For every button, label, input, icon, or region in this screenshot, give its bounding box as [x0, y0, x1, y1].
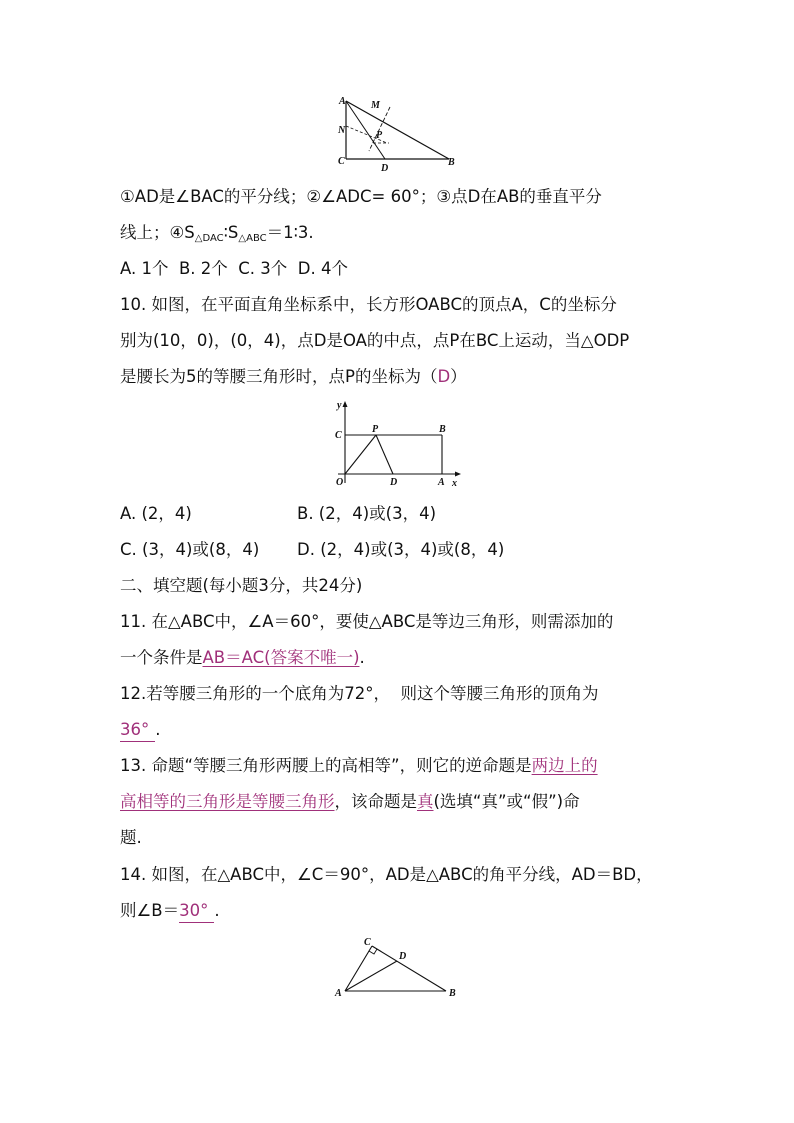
q13-line1: 13. 命题“等腰三角形两腰上的高相等”，则它的逆命题是两边上的	[120, 756, 598, 775]
label-N: N	[338, 125, 346, 136]
q10-answer: D	[437, 367, 451, 386]
label-D: D	[381, 163, 389, 174]
figure-q10	[330, 398, 465, 490]
q10-line1: 10. 如图，在平面直角坐标系中，长方形OABC的顶点A，C的坐标分	[120, 295, 617, 314]
label-P: P	[372, 424, 379, 435]
label-A: A	[438, 477, 445, 488]
q10-option-b: B. (2，4)或(3，4)	[297, 504, 437, 523]
q10-option-a: A. (2，4)	[120, 504, 192, 523]
label-y: y	[337, 400, 342, 411]
label-P: P	[376, 130, 383, 141]
label-C: C	[364, 937, 371, 948]
q10-line3: 是腰长为5的等腰三角形时，点P的坐标为（D）	[120, 367, 467, 386]
label-D: D	[390, 477, 398, 488]
q13-answer-true: 真	[417, 792, 434, 811]
q14-line2: 则∠B＝30° .	[120, 900, 220, 923]
q13-answer-part2: 高相等的三角形是等腰三角形	[120, 792, 335, 811]
q9-statements-line2: 线上；$④S_{\triangle DAC}∶S_{\triangle ABC}=1∶3$.	[120, 223, 314, 244]
q12-line1: 12.若等腰三角形的一个底角为72°， 则这个等腰三角形的顶角为	[120, 684, 599, 703]
q14-answer: 30°	[179, 900, 214, 923]
q14-line1: 14. 如图，在△ABC中，∠C＝90°，AD是△ABC的角平分线，AD＝BD，	[120, 865, 653, 884]
label-C: C	[338, 156, 345, 167]
q10-option-d: D. (2，4)或(3，4)或(8，4)	[297, 540, 505, 559]
q9-statements-line1: ①AD是∠BAC的平分线；②∠ADC= 60°；③点D在AB的垂直平分	[120, 187, 602, 206]
q12-line2: 36° .	[120, 719, 161, 742]
label-B: B	[439, 424, 446, 435]
q11-line2: 一个条件是AB＝AC(答案不唯一).	[120, 648, 365, 667]
q11-answer: AB＝AC(答案不唯一)	[202, 648, 360, 667]
label-A: A	[335, 988, 342, 999]
figure-q9	[335, 93, 465, 175]
q13-line3: 题.	[120, 828, 142, 847]
section-title-fill-in: 二、填空题(每小题3分，共24分)	[120, 576, 363, 595]
q10-option-c: C. (3，4)或(8，4)	[120, 540, 260, 559]
label-O: O	[336, 477, 344, 488]
q10-line2: 别为(10，0)，(0，4)，点D是OA的中点，点P在BC上运动，当△ODP	[120, 331, 630, 350]
q11-line1: 11. 在△ABC中，∠A＝60°，要使△ABC是等边三角形，则需添加的	[120, 612, 614, 631]
q13-line2: 高相等的三角形是等腰三角形，该命题是真(选填“真”或“假”)命	[120, 792, 580, 811]
label-M: M	[371, 100, 380, 111]
label-A: A	[339, 96, 346, 107]
label-B: B	[449, 988, 456, 999]
q9-options: A. 1个 B. 2个 C. 3个 D. 4个	[120, 259, 348, 278]
label-x: x	[452, 478, 457, 489]
figure-q14	[330, 933, 465, 1003]
q12-answer: 36°	[120, 719, 155, 742]
q13-answer-part1: 两边上的	[531, 756, 598, 775]
label-C: C	[335, 430, 342, 441]
label-B: B	[448, 157, 455, 168]
label-D: D	[399, 951, 407, 962]
